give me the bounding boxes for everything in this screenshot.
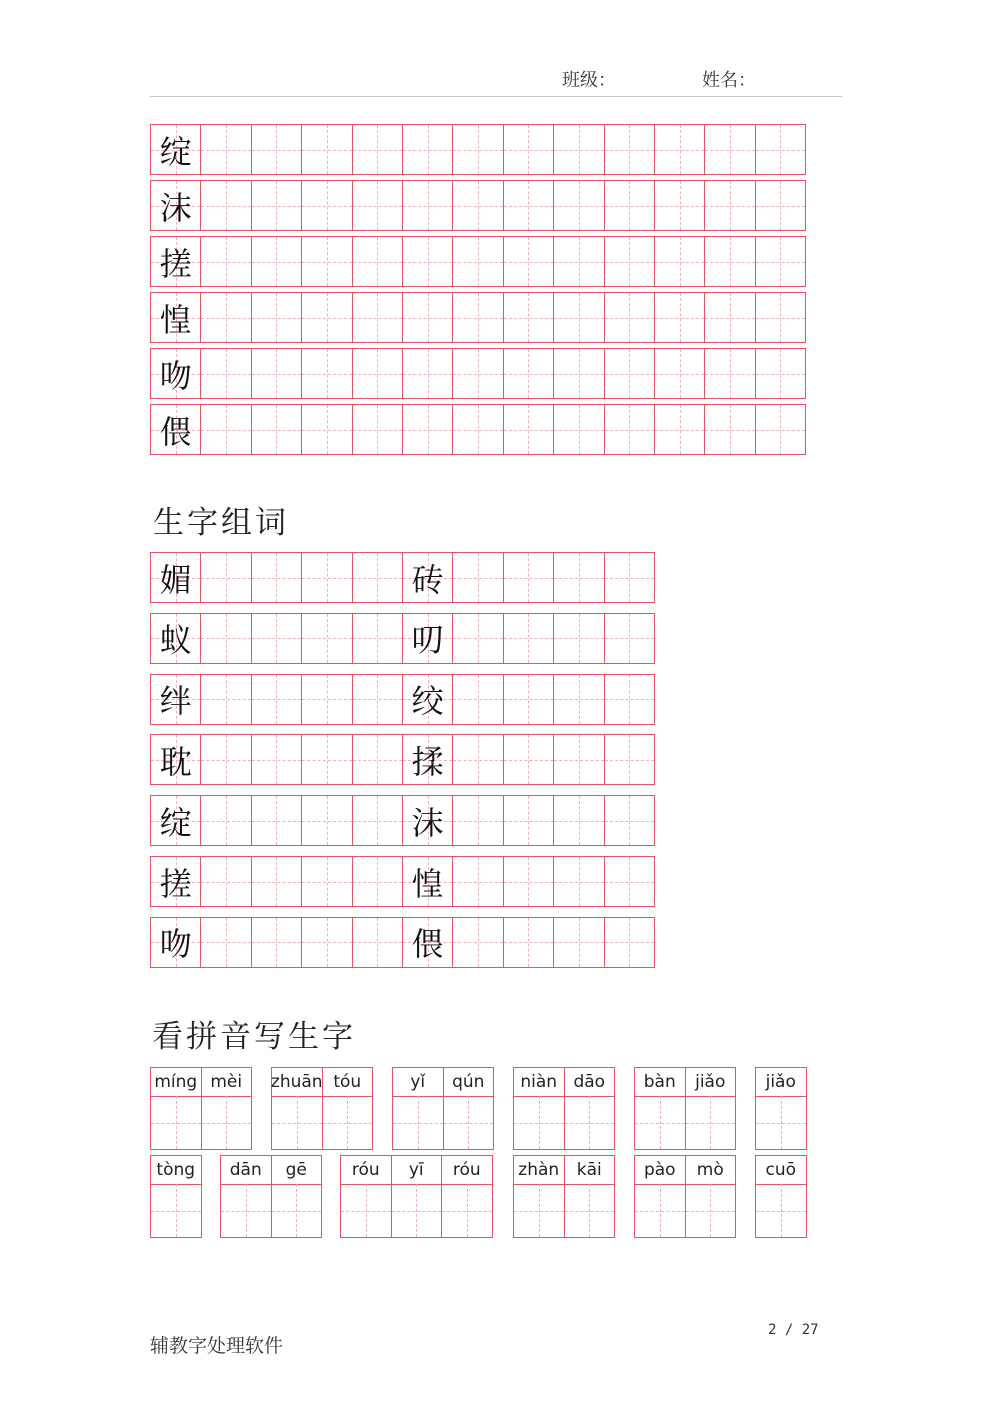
writing-cell	[200, 613, 251, 664]
write-box	[272, 1184, 322, 1237]
writing-cell	[452, 552, 503, 603]
practice-row	[150, 404, 805, 455]
writing-cell	[251, 613, 302, 664]
character: 惶	[411, 864, 444, 903]
pinyin-cell	[513, 1155, 565, 1238]
writing-cell	[452, 292, 503, 343]
character: 砖	[411, 560, 444, 599]
writing-cell	[251, 917, 302, 968]
character: 叨	[411, 621, 444, 660]
writing-cell	[402, 734, 453, 785]
write-box	[221, 1184, 271, 1237]
write-box	[635, 1184, 685, 1237]
write-box	[323, 1096, 373, 1149]
writing-cell	[150, 734, 201, 785]
character: 绽	[159, 132, 192, 171]
writing-cell	[150, 292, 201, 343]
character: 蚁	[159, 621, 192, 660]
writing-cell	[301, 404, 352, 455]
writing-cell	[704, 404, 755, 455]
writing-cell	[301, 348, 352, 399]
writing-cell	[352, 180, 403, 231]
character: 沫	[159, 188, 192, 227]
writing-cell	[301, 917, 352, 968]
writing-cell	[553, 613, 604, 664]
writing-cell	[251, 292, 302, 343]
section-title-words: 生字组词	[153, 505, 289, 541]
writing-cell	[402, 674, 453, 725]
page-number: 2 / 27	[768, 1322, 819, 1338]
writing-cell	[654, 404, 705, 455]
pinyin-cell	[340, 1155, 392, 1238]
write-box	[392, 1184, 442, 1237]
writing-cell	[704, 348, 755, 399]
pinyin-text: míng	[151, 1068, 201, 1097]
writing-cell	[755, 236, 806, 287]
header-divider	[150, 96, 842, 97]
writing-cell	[654, 292, 705, 343]
writing-cell	[452, 856, 503, 907]
practice-row	[150, 292, 805, 343]
writing-cell	[200, 552, 251, 603]
writing-cell	[402, 236, 453, 287]
character: 媚	[159, 560, 192, 599]
writing-cell	[553, 552, 604, 603]
writing-cell	[452, 124, 503, 175]
pinyin-word-box	[755, 1155, 806, 1238]
writing-cell	[452, 180, 503, 231]
writing-cell	[503, 236, 554, 287]
pinyin-text: róu	[341, 1156, 391, 1185]
pinyin-cell	[150, 1067, 202, 1150]
writing-cell	[200, 404, 251, 455]
writing-cell	[150, 856, 201, 907]
write-box	[341, 1184, 391, 1237]
pinyin-cell	[443, 1067, 495, 1150]
writing-cell	[452, 404, 503, 455]
writing-cell	[352, 124, 403, 175]
section-title-pinyin: 看拼音写生字	[152, 1019, 356, 1055]
writing-cell	[503, 404, 554, 455]
writing-cell	[553, 795, 604, 846]
writing-cell	[654, 348, 705, 399]
writing-cell	[553, 917, 604, 968]
writing-cell	[402, 613, 453, 664]
pinyin-cell	[150, 1155, 202, 1238]
practice-row	[150, 348, 805, 399]
write-box	[393, 1096, 443, 1149]
writing-cell	[654, 124, 705, 175]
write-box	[514, 1096, 564, 1149]
writing-cell	[452, 734, 503, 785]
pinyin-text: zhàn	[514, 1156, 564, 1185]
writing-cell	[503, 795, 554, 846]
writing-cell	[452, 795, 503, 846]
pinyin-cell	[201, 1067, 253, 1150]
writing-cell	[251, 552, 302, 603]
character: 偎	[411, 925, 444, 964]
writing-cell	[755, 404, 806, 455]
writing-cell	[352, 236, 403, 287]
words-row	[150, 856, 654, 907]
writing-cell	[503, 734, 554, 785]
writing-cell	[200, 917, 251, 968]
writing-cell	[251, 180, 302, 231]
character: 绊	[159, 682, 192, 721]
pinyin-word-box	[634, 1155, 735, 1238]
writing-cell	[402, 348, 453, 399]
writing-cell	[503, 674, 554, 725]
pinyin-word-box	[271, 1067, 372, 1150]
write-box	[514, 1184, 564, 1237]
writing-cell	[150, 404, 201, 455]
writing-cell	[352, 292, 403, 343]
write-box	[565, 1184, 615, 1237]
writing-cell	[402, 124, 453, 175]
writing-cell	[604, 613, 655, 664]
pinyin-cell	[634, 1067, 686, 1150]
character: 揉	[411, 742, 444, 781]
pinyin-cell	[441, 1155, 493, 1238]
words-row	[150, 795, 654, 846]
write-box	[444, 1096, 494, 1149]
writing-cell	[352, 856, 403, 907]
writing-cell	[301, 856, 352, 907]
pinyin-cell	[755, 1155, 807, 1238]
character: 绞	[411, 682, 444, 721]
pinyin-cell	[685, 1067, 737, 1150]
writing-cell	[352, 552, 403, 603]
pinyin-text: tòng	[151, 1156, 201, 1185]
writing-cell	[150, 674, 201, 725]
writing-cell	[755, 348, 806, 399]
pinyin-text: róu	[442, 1156, 492, 1185]
pinyin-text: dāo	[565, 1068, 615, 1097]
writing-cell	[755, 124, 806, 175]
class-label: 班级：	[562, 70, 616, 91]
pinyin-text: pào	[635, 1156, 685, 1185]
writing-cell	[604, 734, 655, 785]
pinyin-text: dān	[221, 1156, 271, 1185]
character: 沫	[411, 803, 444, 842]
pinyin-word-box	[150, 1067, 251, 1150]
character: 绽	[159, 803, 192, 842]
writing-cell	[503, 856, 554, 907]
writing-cell	[553, 734, 604, 785]
pinyin-text: bàn	[635, 1068, 685, 1097]
writing-cell	[301, 180, 352, 231]
writing-cell	[452, 348, 503, 399]
writing-cell	[150, 124, 201, 175]
writing-cell	[301, 674, 352, 725]
write-box	[202, 1096, 252, 1149]
writing-cell	[352, 795, 403, 846]
pinyin-cell	[513, 1067, 565, 1150]
writing-cell	[200, 856, 251, 907]
writing-cell	[402, 180, 453, 231]
pinyin-text: yī	[392, 1156, 442, 1185]
writing-cell	[301, 795, 352, 846]
writing-cell	[200, 734, 251, 785]
writing-cell	[251, 674, 302, 725]
pinyin-text: jiǎo	[756, 1068, 806, 1097]
writing-cell	[553, 124, 604, 175]
writing-cell	[200, 124, 251, 175]
pinyin-text: cuō	[756, 1156, 806, 1185]
writing-cell	[352, 674, 403, 725]
pinyin-word-box	[392, 1067, 493, 1150]
words-row	[150, 552, 654, 603]
writing-cell	[604, 404, 655, 455]
writing-cell	[553, 292, 604, 343]
writing-cell	[654, 180, 705, 231]
pinyin-word-box	[513, 1067, 614, 1150]
writing-cell	[704, 124, 755, 175]
writing-cell	[150, 795, 201, 846]
writing-cell	[352, 404, 403, 455]
writing-cell	[251, 795, 302, 846]
writing-cell	[604, 292, 655, 343]
write-box	[442, 1184, 492, 1237]
practice-row	[150, 124, 805, 175]
writing-cell	[150, 348, 201, 399]
pinyin-cell	[634, 1155, 686, 1238]
name-label: 姓名：	[702, 70, 756, 91]
write-box	[756, 1184, 806, 1237]
writing-cell	[604, 552, 655, 603]
practice-row	[150, 180, 805, 231]
writing-cell	[503, 613, 554, 664]
writing-cell	[352, 613, 403, 664]
writing-cell	[301, 236, 352, 287]
writing-cell	[604, 348, 655, 399]
writing-cell	[604, 674, 655, 725]
writing-cell	[150, 236, 201, 287]
writing-cell	[251, 404, 302, 455]
writing-cell	[503, 180, 554, 231]
writing-cell	[301, 613, 352, 664]
writing-cell	[604, 856, 655, 907]
pinyin-text: yǐ	[393, 1068, 443, 1097]
pinyin-text: jiǎo	[686, 1068, 736, 1097]
pinyin-text: mèi	[202, 1068, 252, 1097]
words-row	[150, 734, 654, 785]
writing-cell	[301, 292, 352, 343]
writing-cell	[503, 124, 554, 175]
writing-cell	[251, 734, 302, 785]
writing-cell	[604, 236, 655, 287]
pinyin-cell	[392, 1067, 444, 1150]
words-row	[150, 674, 654, 725]
writing-cell	[604, 917, 655, 968]
pinyin-word-box	[150, 1155, 201, 1238]
words-row	[150, 917, 654, 968]
writing-cell	[503, 348, 554, 399]
writing-cell	[301, 734, 352, 785]
writing-cell	[150, 180, 201, 231]
write-box	[151, 1184, 201, 1237]
writing-cell	[604, 124, 655, 175]
writing-cell	[251, 236, 302, 287]
pinyin-cell	[685, 1155, 737, 1238]
character: 搓	[159, 864, 192, 903]
writing-cell	[704, 180, 755, 231]
writing-cell	[402, 917, 453, 968]
writing-cell	[251, 124, 302, 175]
write-box	[686, 1096, 736, 1149]
writing-cell	[352, 734, 403, 785]
writing-cell	[301, 124, 352, 175]
writing-cell	[604, 795, 655, 846]
pinyin-word-box	[220, 1155, 321, 1238]
writing-cell	[150, 917, 201, 968]
writing-cell	[604, 180, 655, 231]
writing-cell	[200, 348, 251, 399]
writing-cell	[553, 404, 604, 455]
writing-cell	[503, 292, 554, 343]
footer-software: 辅教字处理软件	[150, 1335, 284, 1357]
writing-cell	[654, 236, 705, 287]
pinyin-text: tóu	[323, 1068, 373, 1097]
writing-cell	[553, 674, 604, 725]
writing-cell	[402, 795, 453, 846]
writing-cell	[452, 917, 503, 968]
writing-cell	[402, 856, 453, 907]
writing-cell	[704, 236, 755, 287]
character: 偎	[159, 412, 192, 451]
pinyin-text: kāi	[565, 1156, 615, 1185]
write-box	[756, 1096, 806, 1149]
writing-cell	[452, 236, 503, 287]
writing-cell	[200, 180, 251, 231]
writing-cell	[200, 795, 251, 846]
write-box	[635, 1096, 685, 1149]
pinyin-word-box	[513, 1155, 614, 1238]
pinyin-cell	[271, 1067, 323, 1150]
character: 搓	[159, 244, 192, 283]
character: 耽	[159, 742, 192, 781]
pinyin-cell	[322, 1067, 374, 1150]
write-box	[272, 1096, 322, 1149]
pinyin-cell	[271, 1155, 323, 1238]
writing-cell	[150, 552, 201, 603]
writing-cell	[200, 674, 251, 725]
writing-cell	[200, 236, 251, 287]
writing-cell	[402, 552, 453, 603]
writing-cell	[251, 856, 302, 907]
writing-cell	[301, 552, 352, 603]
pinyin-text: qún	[444, 1068, 494, 1097]
pinyin-cell	[220, 1155, 272, 1238]
pinyin-cell	[564, 1155, 616, 1238]
pinyin-text: niàn	[514, 1068, 564, 1097]
pinyin-word-box	[634, 1067, 735, 1150]
writing-cell	[553, 236, 604, 287]
writing-cell	[553, 180, 604, 231]
writing-cell	[251, 348, 302, 399]
pinyin-text: gē	[272, 1156, 322, 1185]
writing-cell	[452, 674, 503, 725]
write-box	[151, 1096, 201, 1149]
writing-cell	[150, 613, 201, 664]
writing-cell	[200, 292, 251, 343]
pinyin-cell	[755, 1067, 807, 1150]
writing-cell	[704, 292, 755, 343]
writing-cell	[503, 552, 554, 603]
writing-cell	[402, 292, 453, 343]
writing-cell	[352, 348, 403, 399]
writing-cell	[755, 180, 806, 231]
pinyin-word-box	[755, 1067, 806, 1150]
writing-cell	[452, 613, 503, 664]
pinyin-cell	[564, 1067, 616, 1150]
writing-cell	[755, 292, 806, 343]
character: 吻	[159, 356, 192, 395]
writing-cell	[553, 348, 604, 399]
writing-cell	[503, 917, 554, 968]
character: 吻	[159, 925, 192, 964]
write-box	[686, 1184, 736, 1237]
writing-cell	[553, 856, 604, 907]
write-box	[565, 1096, 615, 1149]
pinyin-text: mò	[686, 1156, 736, 1185]
pinyin-text: zhuān	[272, 1068, 322, 1097]
pinyin-word-box	[340, 1155, 492, 1238]
pinyin-cell	[391, 1155, 443, 1238]
character: 惶	[159, 300, 192, 339]
practice-row	[150, 236, 805, 287]
writing-cell	[402, 404, 453, 455]
writing-cell	[352, 917, 403, 968]
words-row	[150, 613, 654, 664]
